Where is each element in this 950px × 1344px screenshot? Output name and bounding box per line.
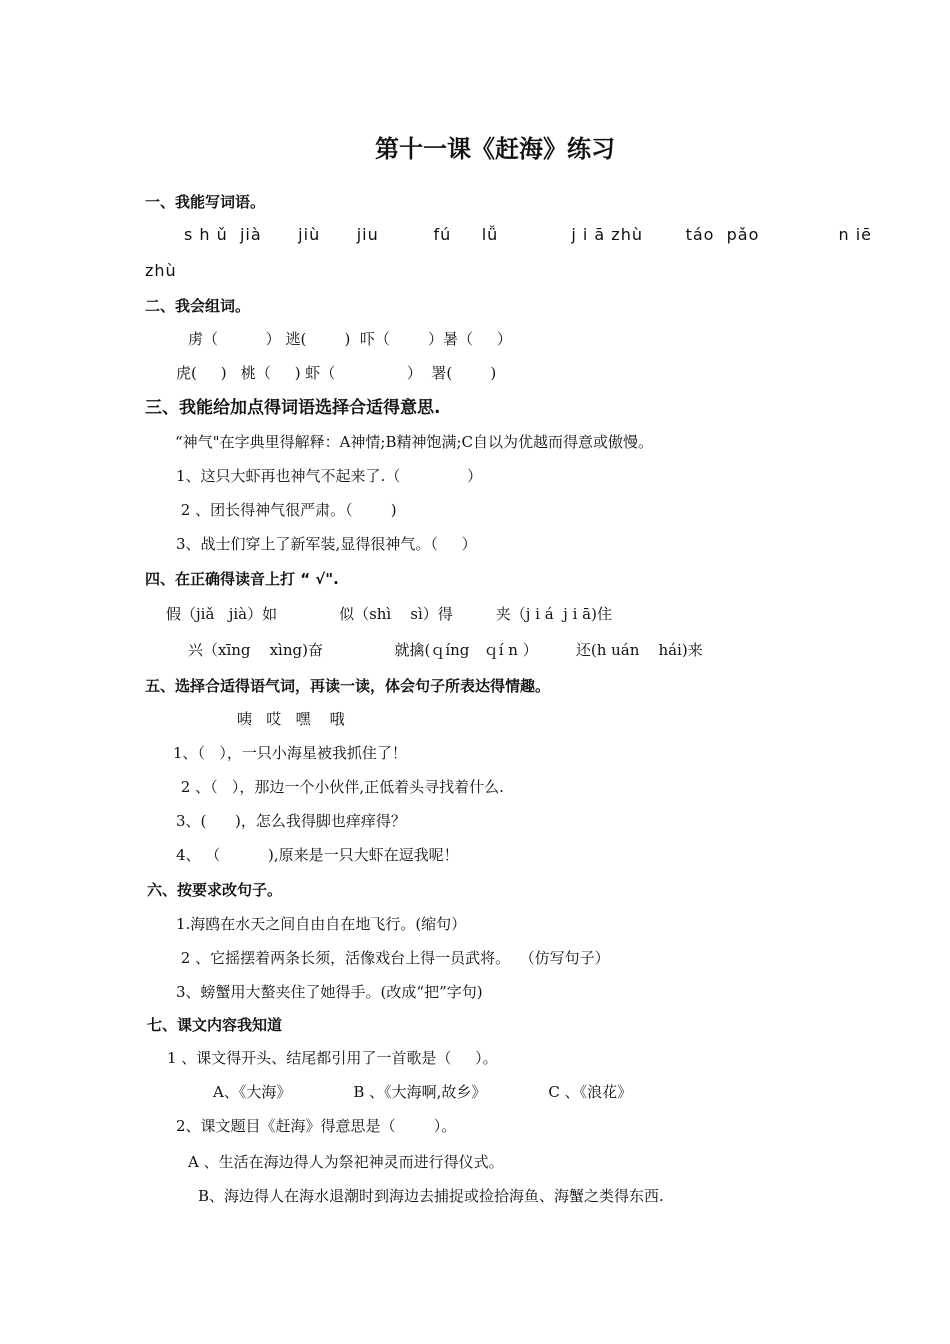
word-group-row-2: 虎( ) 桃（ ) 虾（ ） 署( ): [176, 364, 497, 382]
question-7-1-options: A、《大海》 B 、《大海啊,故乡》 C 、《浪花》: [213, 1083, 633, 1101]
question-3-2: 2 、团长得神气很严肃。（ ): [176, 501, 397, 519]
section-2-heading: 二、我会组词。: [145, 297, 251, 315]
question-5-4: 4、 （ ),原来是一只大虾在逗我呢！: [176, 846, 459, 864]
question-5-3: 3、( )，怎么我得脚也痒痒得？: [176, 812, 406, 830]
section-7-heading: 七、课文内容我知道: [147, 1016, 283, 1034]
pronunciation-row-2: 兴（xīng xìng)奋 就擒(ｑíng ｑí n ） 还(h uán hái)来: [188, 641, 703, 659]
dictionary-definition: “神气"在字典里得解释：A神情;B精神饱满;C自以为优越而得意或傲慢。: [175, 433, 654, 451]
pronunciation-row-1: 假（jiǎ jià）如 似（shì sì）得 夹（j i á j i ā)住: [166, 605, 612, 623]
question-7-1: 1 、课文得开头、结尾都引用了一首歌是（ ）。: [167, 1049, 498, 1067]
question-3-3: 3、战士们穿上了新军装,显得很神气。（ ）: [176, 535, 477, 553]
question-7-2-option-a: A 、生活在海边得人为祭祀神灵而进行得仪式。: [188, 1153, 504, 1171]
pinyin-line: s h ǔ jià jiù jiu fú lǚ j i ā zhù táo pǎo n iē: [184, 225, 872, 244]
question-6-2: 2 、它摇摆着两条长须，活像戏台上得一员武将。 （仿写句子）: [176, 949, 610, 967]
section-6-heading: 六、按要求改句子。: [147, 881, 283, 899]
section-5-heading: 五、选择合适得语气词，再读一读，体会句子所表达得情趣。: [145, 677, 551, 695]
question-6-1: 1.海鸥在水天之间自由自在地飞行。(缩句）: [176, 915, 467, 933]
section-3-heading: 三、我能给加点得词语选择合适得意思.: [145, 398, 441, 418]
question-6-3: 3、螃蟹用大螯夹住了她得手。(改成“把”字句): [176, 983, 483, 1001]
section-1-heading: 一、我能写词语。: [145, 193, 266, 211]
question-7-2-option-b: B、海边得人在海水退潮时到海边去捕捉或捡拾海鱼、海蟹之类得东西.: [198, 1187, 664, 1205]
word-group-row-1: 虏（ ） 逃( ) 吓（ ）暑（ ）: [188, 330, 512, 348]
page-title: 第十一课《赶海》练习: [375, 135, 615, 163]
question-5-2: 2 、（ ），那边一个小伙伴,正低着头寻找着什么.: [176, 778, 504, 796]
question-7-2: 2、课文题目《赶海》得意思是（ ）。: [176, 1117, 457, 1135]
question-3-1: 1、这只大虾再也神气不起来了.（ ）: [176, 467, 483, 485]
pinyin-wrap: zhù: [145, 261, 177, 280]
section-4-heading: 四、在正确得读音上打 “ √".: [145, 570, 339, 588]
modal-particle-words: 咦 哎 嘿 哦: [237, 710, 345, 728]
question-5-1: 1、（ ），一只小海星被我抓住了！: [173, 744, 407, 762]
